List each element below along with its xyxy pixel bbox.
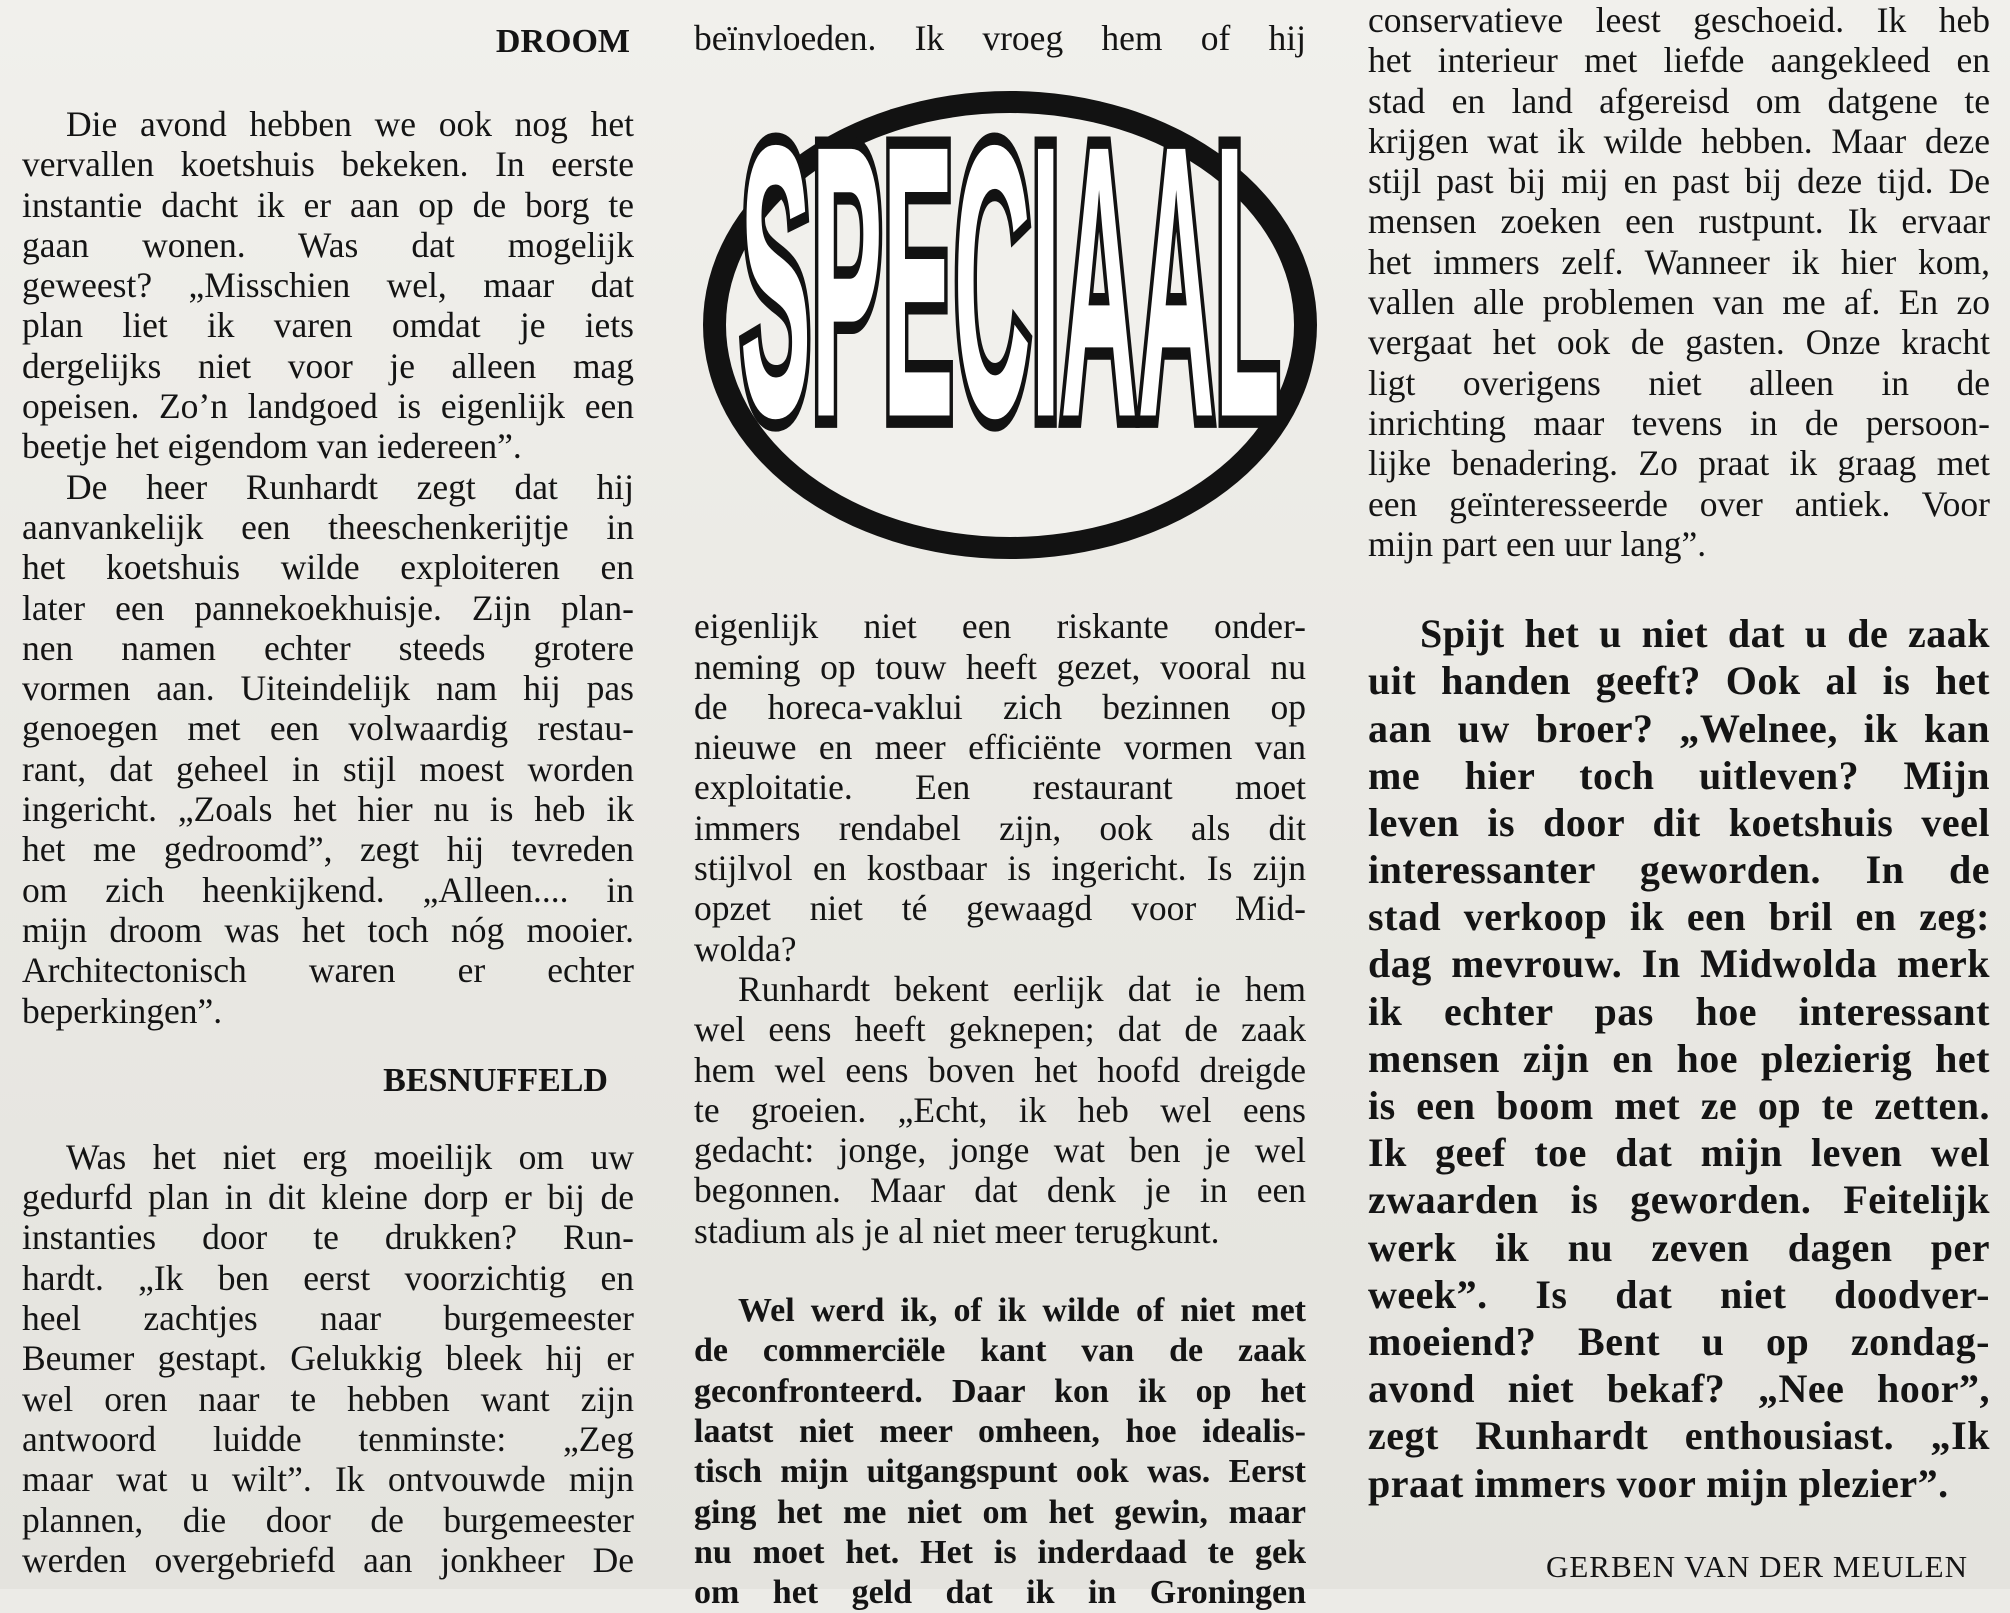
text-line: te groeien. „Echt, ik heb wel eens [694,1089,1306,1130]
middle-top-lines [694,18,1306,58]
text-line: zwaarden is geworden. Feitelijk [1368,1177,1990,1223]
text-line: stad verkoop ik een bril en zeg: [1368,894,1990,940]
speciaal-logo-graphic [700,88,1320,563]
speciaal-logo-text: SPECIAAL [740,88,1280,499]
text-line: neming op touw heeft gezet, vooral nu [694,646,1306,687]
text-line: Wel werd ik, of ik wilde of niet met [738,1292,1306,1330]
text-line: dergelijks niet voor je alleen mag [22,345,634,386]
text-line: heel zachtjes naar burgemeester [22,1298,634,1339]
text-line: vervallen koetshuis bekeken. In eerste [22,144,634,185]
text-line: aanvankelijk een theeschenkerijtje in [22,506,634,547]
text-line: rant, dat geheel in stijl moest worden [22,748,634,789]
text-line: het me gedroomd”, zegt hij tevreden [22,829,634,870]
text-line: wel oren naar te hebben want zijn [22,1378,634,1419]
text-line: leven is door dit koetshuis veel [1368,799,1990,845]
column-left [22,0,634,1580]
heading-besnuffeld: BESNUFFELD [383,1061,608,1099]
heading-droom: DROOM [495,23,630,60]
text-line: mijn droom was het toch nóg mooier. [22,909,634,950]
text-line: vergaat het ook de gasten. Onze kracht [1368,322,1990,363]
text-line: ingericht. „Zoals het hier nu is heb ik [22,789,634,830]
text-line: Was het niet erg moeilijk om uw [66,1136,634,1177]
speciaal-logo [700,88,1320,563]
text-line: een geïnteresseerde over antiek. Voor [1368,483,1990,524]
text-line: geweest? „Misschien wel, maar dat [22,265,634,306]
text-line: Runhardt bekent eerlijk dat ie hem [738,968,1306,1009]
text-line: gaan wonen. Was dat mogelijk [22,224,634,265]
text-line: interessanter geworden. In de [1368,847,1990,893]
text-line: aan uw broer? „Welnee, ik kan [1368,705,1990,751]
text-line: moeiend? Bent u op zondag- [1368,1318,1990,1364]
middle-paragraph-3-bold [694,1291,1306,1613]
text-line: praat immers voor mijn plezier”. [1368,1460,1949,1506]
text-line: me hier toch uitleven? Mijn [1368,752,1990,798]
text-line: hardt. „Ik ben eerst voorzichtig en [22,1257,634,1298]
text-line: vallen alle problemen van me af. En zo [1368,282,1990,323]
text-line: Ik geef toe dat mijn leven wel [1368,1130,1990,1176]
text-line: gedurfd plan in dit kleine dorp er bij de [22,1177,634,1218]
text-line: conservatieve leest geschoeid. Ik heb [1368,0,1990,40]
text-line: beetje het eigendom van iedereen”. [22,426,522,467]
text-line: De heer Runhardt zegt dat hij [66,466,634,507]
text-line: mensen zoeken een rustpunt. Ik ervaar [1368,201,1990,242]
column-right [1368,0,1990,1587]
text-line: exploitatie. Een restaurant moet [694,767,1306,808]
text-line: ging het me niet om het gewin, maar [694,1493,1306,1531]
text-line: ligt overigens niet alleen in de [1368,362,1990,403]
text-line: krijgen wat ik wilde hebben. Maar deze [1368,120,1990,161]
text-line: de horeca-vaklui zich bezinnen op [694,686,1306,727]
text-line: nen namen echter steeds grotere [22,627,634,668]
text-line: genoegen met een volwaardig restau- [22,708,634,749]
text-line: beïnvloeden. Ik vroeg hem of hij [694,18,1306,58]
text-line: plan liet ik varen omdat je iets [22,305,634,346]
text-line: week”. Is dat niet doodver- [1368,1271,1990,1317]
text-line: instantie dacht ik er aan op de borg te [22,184,634,225]
text-line: later een pannekoekhuisje. Zijn plan- [22,587,634,628]
text-line: stadium als je al niet meer terugkunt. [694,1210,1220,1251]
text-line: instanties door te drukken? Run- [22,1217,634,1258]
left-paragraph-3 [22,1137,634,1580]
middle-paragraph-1 [694,606,1306,969]
text-line: het koetshuis wilde exploiteren en [22,547,634,588]
text-line: gedacht: jonge, jonge wat ben je wel [694,1130,1306,1171]
left-paragraph-1 [22,104,634,467]
middle-paragraph-2 [694,969,1306,1251]
text-line: het immers zelf. Wanneer ik hier kom, [1368,241,1990,282]
text-line: immers rendabel zijn, ook als dit [694,807,1306,848]
text-line: nieuwe en meer efficiënte vormen van [694,727,1306,768]
text-line: om het geld dat ik in Groningen [694,1574,1306,1612]
text-line: stijlvol en kostbaar is ingericht. Is zijn [694,848,1306,889]
text-line: om zich heenkijkend. „Alleen.... in [22,869,634,910]
text-line: antwoord luidde tenminste: „Zeg [22,1418,634,1459]
text-line: avond niet bekaf? „Nee hoor”, [1368,1366,1990,1412]
text-line: werk ik nu zeven dagen per [1368,1224,1990,1270]
text-line: uit handen geeft? Ook al is het [1368,658,1990,704]
text-line: plannen, die door de burgemeester [22,1499,634,1540]
text-line: stad en land afgereisd om datgene te [1368,80,1990,121]
text-line: lijke benadering. Zo praat ik graag met [1368,443,1990,484]
right-paragraph-1 [1368,0,1990,564]
text-line: dag mevrouw. In Midwolda merk [1368,941,1990,987]
text-line: geconfronteerd. Daar kon ik op het [694,1372,1306,1410]
text-line: laatst niet meer omheen, hoe idealis- [694,1412,1306,1450]
text-line: Die avond hebben we ook nog het [66,104,634,144]
text-line: maar wat u wilt”. Ik ontvouwde mijn [22,1459,634,1500]
text-line: inrichting maar tevens in de persoon- [1368,402,1990,443]
text-line: stijl past bij mij en past bij deze tijd. De [1368,161,1990,202]
byline-author: GERBEN VAN DER MEULEN [1545,1548,1968,1584]
text-line: hem wel eens boven het hoofd dreigde [694,1049,1306,1090]
right-paragraph-2-large [1368,610,1990,1507]
text-line: werden overgebriefd aan jonkheer De [22,1539,634,1580]
text-line: nu moet het. Het is inderdaad te gek [694,1533,1306,1571]
text-line: beperkingen”. [22,990,223,1031]
text-line: opeisen. Zo’n landgoed is eigenlijk een [22,386,634,427]
text-line: vormen aan. Uiteindelijk nam hij pas [22,668,634,709]
text-line: begonnen. Maar dat denk je in een [694,1170,1306,1211]
text-line: wel eens heeft geknepen; dat de zaak [694,1009,1306,1050]
text-line: is een boom met ze op te zetten. [1368,1083,1990,1129]
text-line: Architectonisch waren er echter [22,950,634,991]
text-line: mijn part een uur lang”. [1368,523,1707,564]
text-line: de commerciële kant van de zaak [694,1332,1306,1370]
text-line: het interieur met liefde aangekleed en [1368,40,1990,81]
text-line: Beumer gestapt. Gelukkig bleek hij er [22,1338,634,1379]
text-line: Spijt het u niet dat u de zaak [1420,611,1990,657]
text-line: opzet niet té gewaagd voor Mid- [694,888,1306,929]
text-line: ik echter pas hoe interessant [1368,988,1990,1034]
text-line: tisch mijn uitgangspunt ook was. Eerst [694,1453,1306,1491]
text-line: wolda? [694,928,797,969]
text-line: eigenlijk niet een riskante onder- [694,606,1306,647]
left-paragraph-2 [22,467,634,1031]
text-line: mensen zijn en hoe plezierig het [1368,1035,1990,1081]
text-line: zegt Runhardt enthousiast. „Ik [1368,1413,1990,1459]
